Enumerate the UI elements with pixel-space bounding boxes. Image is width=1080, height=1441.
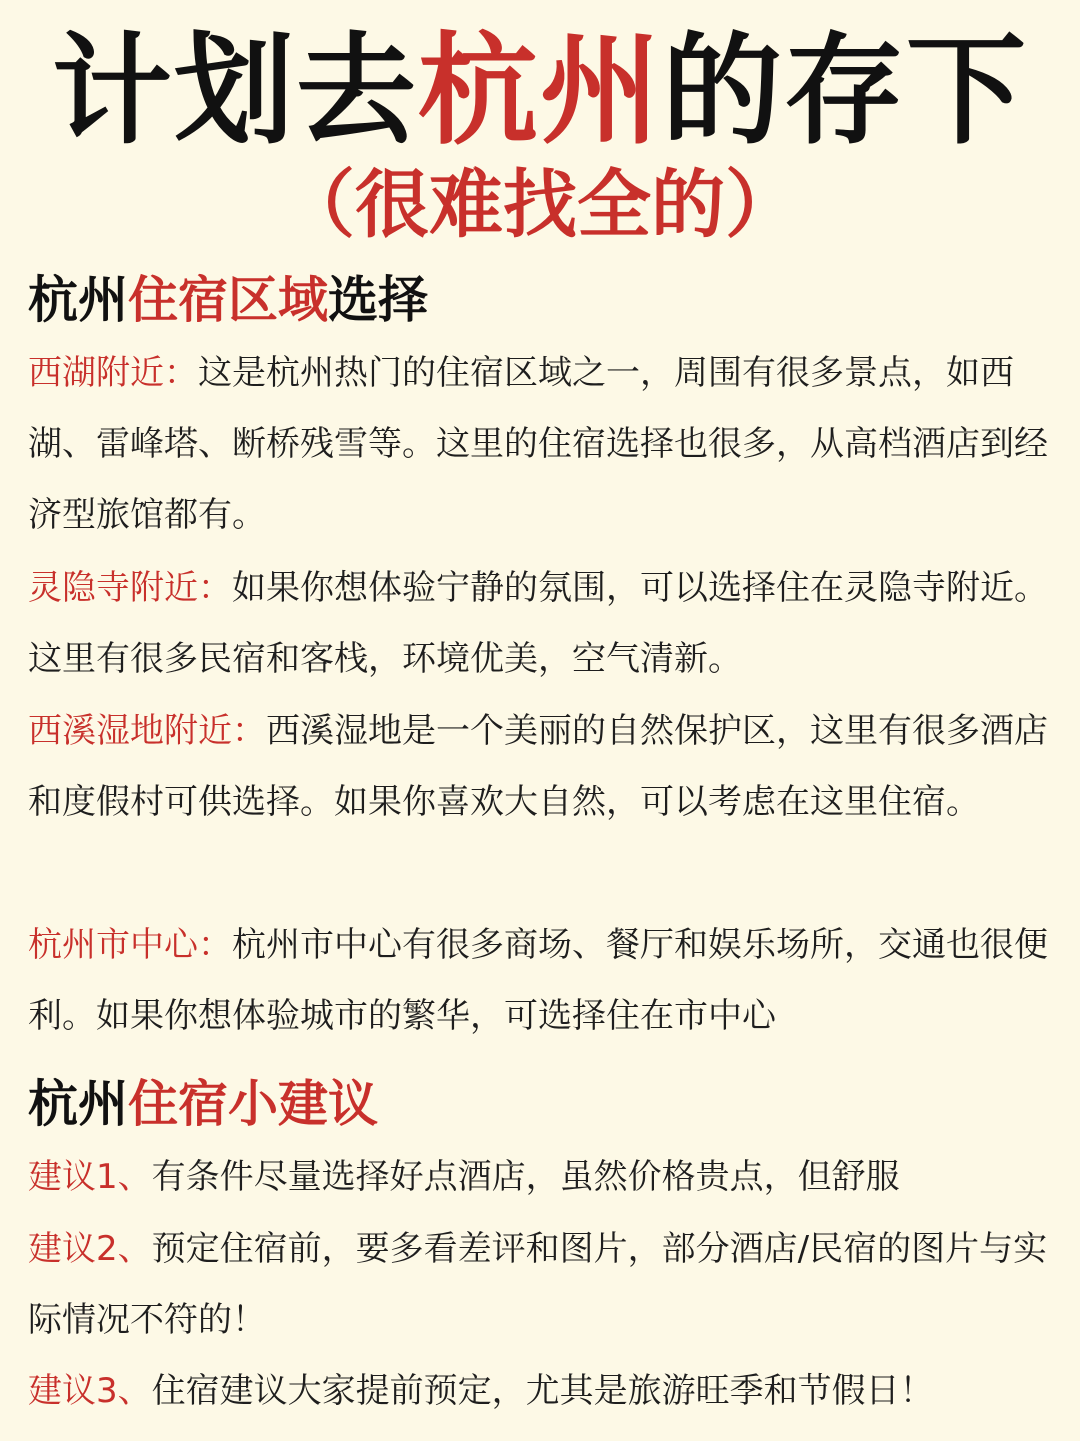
area-text: 如果你想体验宁静的氛围，可以选择住在灵隐寺附近。这里有很多民宿和客栈，环境优美，空气清新。 [28,568,1048,679]
section-heading-tips [28,1072,378,1136]
tip-label: 建议3、 [28,1371,152,1411]
page-subtitle: （很难找全的） [281,162,799,248]
area-item-lingyin-temple [28,553,1068,695]
area-item-xixi-wetland [28,696,1068,838]
tip-label: 建议1、 [28,1157,152,1197]
heading-highlight: 住宿小建议 [128,1075,378,1133]
tip-label: 建议2、 [28,1229,152,1269]
heading-prefix: 杭州 [28,1075,128,1133]
tip-item-1 [28,1142,1068,1213]
area-item-west-lake [28,338,1068,551]
tip-item-3 [28,1356,1068,1427]
tip-text: 住宿建议大家提前预定，尤其是旅游旺季和节假日！ [151,1371,934,1411]
area-item-city-center [28,910,1068,1052]
section-heading-area-choice [28,268,428,332]
tip-text: 有条件尽量选择好点酒店，虽然价格贵点，但舒服 [151,1157,900,1197]
area-text: 杭州市中心有很多商场、餐厅和娱乐场所，交通也很便利。如果你想体验城市的繁华，可选择住在市中心 [28,925,1048,1036]
area-text: 这是杭州热门的住宿区域之一，周围有很多景点，如西湖、雷峰塔、断桥残雪等。这里的住宿选择也很多，从高档酒店到经济型旅馆都有。 [28,353,1048,535]
tip-item-2 [28,1214,1068,1356]
area-label: 西溪湿地附近： [28,711,266,751]
area-label: 灵隐寺附近： [28,568,232,608]
page-title [0,22,1080,162]
title-part2: 的存下 [662,22,1028,161]
area-label: 西湖附近： [28,353,198,393]
heading-prefix: 杭州 [28,271,128,329]
heading-highlight: 住宿区域 [128,271,328,329]
heading-suffix: 选择 [328,271,428,329]
area-text: 西溪湿地是一个美丽的自然保护区，这里有很多酒店和度假村可供选择。如果你喜欢大自然，可以考虑在这里住宿。 [28,711,1048,822]
area-label: 杭州市中心： [28,925,232,965]
title-highlight: 杭州 [418,22,662,161]
title-part1: 计划去 [52,22,418,161]
tip-text: 预定住宿前，要多看差评和图片，部分酒店/民宿的图片与实际情况不符的！ [28,1229,1048,1340]
